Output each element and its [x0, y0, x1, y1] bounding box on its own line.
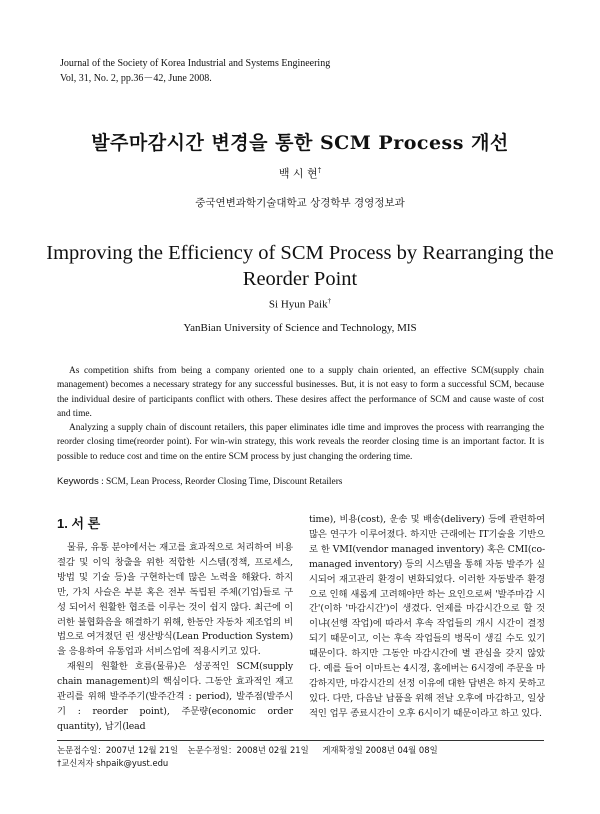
right-column	[309, 513, 545, 722]
korean-author-mark: †	[317, 166, 322, 175]
abstract-paragraph-1: As competition shifts from being a company oriented one to a supply chain oriented, an effective SCM(supply chain management) becomes a necessary strategy for any successful businesses. But, it is not easy to form a successful SCM, because the individual desire of participants conflict with others. These desires affect the performance of SCM and cause waste of cost and time.	[57, 366, 544, 419]
keywords-text: SCM, Lean Process, Reorder Closing Time, Discount Retailers	[106, 477, 343, 487]
left-column	[57, 541, 293, 735]
korean-affiliation: 중국연변과학기술대학교 상경학부 경영정보과	[195, 197, 405, 209]
english-title-line2: Reorder Point	[242, 268, 358, 290]
received-date: 논문접수일：2007년 12월 21일	[57, 745, 179, 755]
corresponding-text: 교신저자 shpaik@yust.edu	[61, 757, 169, 768]
korean-title: 발주마감시간 변경을 통한 SCM Process 개선	[91, 132, 509, 154]
corresponding-author	[57, 757, 438, 770]
accepted-date: 게재확정일 2008년 04월 08일	[322, 745, 438, 755]
english-author	[0, 297, 600, 311]
journal-volume: Vol, 31, No. 2, pp.36－42, June 2008.	[60, 73, 212, 84]
footnote-divider	[57, 740, 544, 741]
english-title	[40, 240, 560, 292]
revised-date: 논문수정일：2008년 02월 21일	[187, 745, 309, 755]
english-author-name: Si Hyun Paik	[268, 298, 328, 311]
footnote	[57, 744, 438, 769]
english-title-line1: Improving the Efficiency of SCM Process by Rearranging the	[46, 242, 554, 264]
abstract-paragraph-2: Analyzing a supply chain of discount retailers, this paper eliminates idle time and improves the process with rearranging the reorder closing time(reorder point). For win-win strategy, this work reveals the reorder closing time is an important factor. It is possible to reduce cost and time on the entire SCM process by just changing the ordering time.	[57, 423, 544, 462]
korean-author	[0, 165, 600, 181]
journal-name: Journal of the Society of Korea Industrial and Systems Engineering	[60, 58, 331, 69]
journal-header	[60, 56, 330, 86]
keywords: Keywords : SCM, Lean Process, Reorder Closing Time, Discount Retailers	[57, 476, 343, 487]
korean-author-name: 백 시 현	[278, 167, 318, 180]
corresponding-mark: †	[57, 757, 62, 768]
english-affiliation: YanBian University of Science and Technology, MIS	[183, 322, 417, 334]
english-author-mark: †	[327, 297, 332, 305]
footnote-dates	[57, 744, 438, 757]
abstract	[57, 364, 544, 464]
keywords-label: Keywords	[57, 476, 99, 487]
body-paragraph: time), 비용(cost), 운송 및 배송(delivery) 등에 관련하여 많은 연구가 이루어졌다. 하지만 근래에는 IT기술을 기반으로 한 VMI(vendor managed inventory) 혹은 CMI(co-managed inventory) 등의 시스템을 통해 자동 발주가 실시되어 재고관리 환경이 변화되었다. 이러한 자동발주 환경으로 인해 새롭게 고려해야만 하는 요인으로써 '발주마감 시간'(이하 '마감시간')이 생겼다. 언제를 마감시간으로 할 것이냐(선행 작업)에 따라서 후속 작업들의 개시 시간이 결정되기 때문이고, 이는 후속 작업들의 병목이 생길 수도 있기 때문이다. 하지만 그동안 마감시간에 별 관심을 갖지 않았다. 예를 들어 이마트는 4시경, 홈에버는 6시경에 주문을 마감하지만, 마감시간의 선정 이유에 대한 답변은 하지 못하고 있다. 다만, 다음날 납품을 위해 전날 오후에 마감하고, 일상적인 업무 종료시간이 오후 6시이기 때문이라고 하고 있다.	[309, 514, 545, 719]
body-paragraph: 물류, 유통 분야에서는 재고를 효과적으로 처리하여 비용 절감 및 이익 창출을 위한 적합한 시스템(정책, 프로세스, 방법 및 기술 등)을 구현하는데 많은 노력을 해왔다. 하지만, 가치 사슬은 부분 혹은 전부 독립된 주체(기업)들로 구성 되어서 원활한 협조를 이루는 것이 쉽지 않다. 최근에 이러한 불협화음을 해결하기 위해, 한동안 자동차 제조업의 비법으로 여겨졌던 린 생산방식(Lean Production System)을 응용하여 유통업과 서비스업에 적용시키고 있다.	[57, 542, 293, 658]
section-title: 1. 서 론	[57, 516, 101, 531]
body-paragraph: 재원의 원활한 흐름(물류)은 성공적인 SCM(supply chain management)의 핵심이다. 그동안 효과적인 재고관리를 위해 발주주기(발주간격 : period), 발주점(발주시기 : reorder point), 주문량(economic order quantity), 납기(lead	[57, 661, 293, 732]
